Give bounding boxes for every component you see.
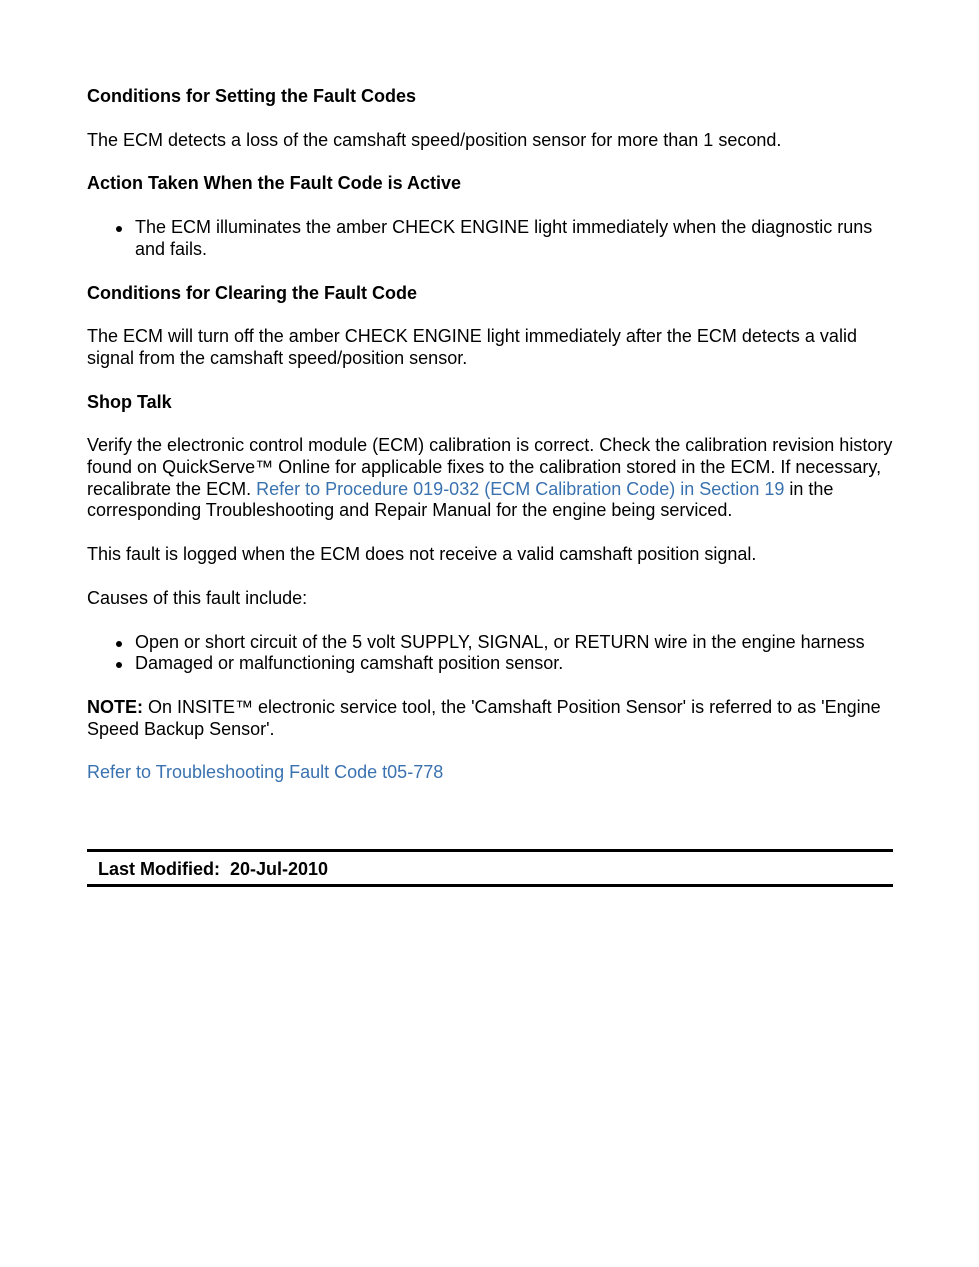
- last-modified-bar: [87, 849, 893, 887]
- shop-talk-text-after-link: in the corresponding Troubleshooting and Repair Manual for the engine being serviced.: [87, 478, 834, 521]
- note: [87, 697, 893, 740]
- list-item: [87, 217, 893, 260]
- troubleshooting-fault-code-link[interactable]: Refer to Troubleshooting Fault Code t05-778: [87, 762, 444, 783]
- note-text: On INSITE™ electronic service tool, the 'Camshaft Position Sensor' is referred to as 'Engine Speed Backup Sensor'.: [87, 696, 881, 739]
- note-label: NOTE:: [87, 696, 143, 717]
- last-modified-label: Last Modified: 20-Jul-2010: [98, 859, 329, 879]
- list-item-text: The ECM illuminates the amber CHECK ENGINE light immediately when the diagnostic runs and fails.: [135, 217, 873, 259]
- action-list: [87, 217, 893, 260]
- bullet-icon: [116, 226, 122, 232]
- document-body: [87, 86, 893, 806]
- conditions-setting-heading: Conditions for Setting the Fault Codes: [87, 86, 416, 106]
- conditions-setting-text: The ECM detects a loss of the camshaft speed/position sensor for more than 1 second.: [87, 129, 782, 150]
- logged-text: This fault is logged when the ECM does not receive a valid camshaft position signal.: [87, 544, 757, 565]
- list-item: [87, 653, 893, 675]
- conditions-clearing-text: The ECM will turn off the amber CHECK ENGINE light immediately after the ECM detects a valid signal from the camshaft speed/position sensor.: [87, 326, 857, 368]
- shop-talk-heading: Shop Talk: [87, 391, 172, 412]
- action-heading: Action Taken When the Fault Code is Active: [87, 173, 462, 194]
- causes-list: [87, 632, 893, 675]
- list-item-text: Open or short circuit of the 5 volt SUPPLY, SIGNAL, or RETURN wire in the engine harness: [135, 631, 865, 652]
- bullet-icon: [116, 662, 122, 668]
- shop-talk-text: [87, 435, 893, 522]
- shop-talk-text-before-link: Verify the electronic control module (ECM) calibration is correct. Check the calibration revision history found on QuickServe™ Online for applicable fixes to the calibration stored in the ECM. If necessary, recalibrate the ECM.: [87, 435, 893, 499]
- list-item-text: Damaged or malfunctioning camshaft position sensor.: [135, 653, 564, 674]
- causes-intro: Causes of this fault include:: [87, 587, 308, 608]
- conditions-clearing-heading: Conditions for Clearing the Fault Code: [87, 282, 417, 303]
- list-item: [87, 632, 893, 654]
- bullet-icon: [116, 641, 122, 647]
- refer-link-paragraph: [87, 762, 893, 784]
- ecm-calibration-procedure-link[interactable]: Refer to Procedure 019-032 (ECM Calibration Code) in Section 19: [256, 478, 785, 499]
